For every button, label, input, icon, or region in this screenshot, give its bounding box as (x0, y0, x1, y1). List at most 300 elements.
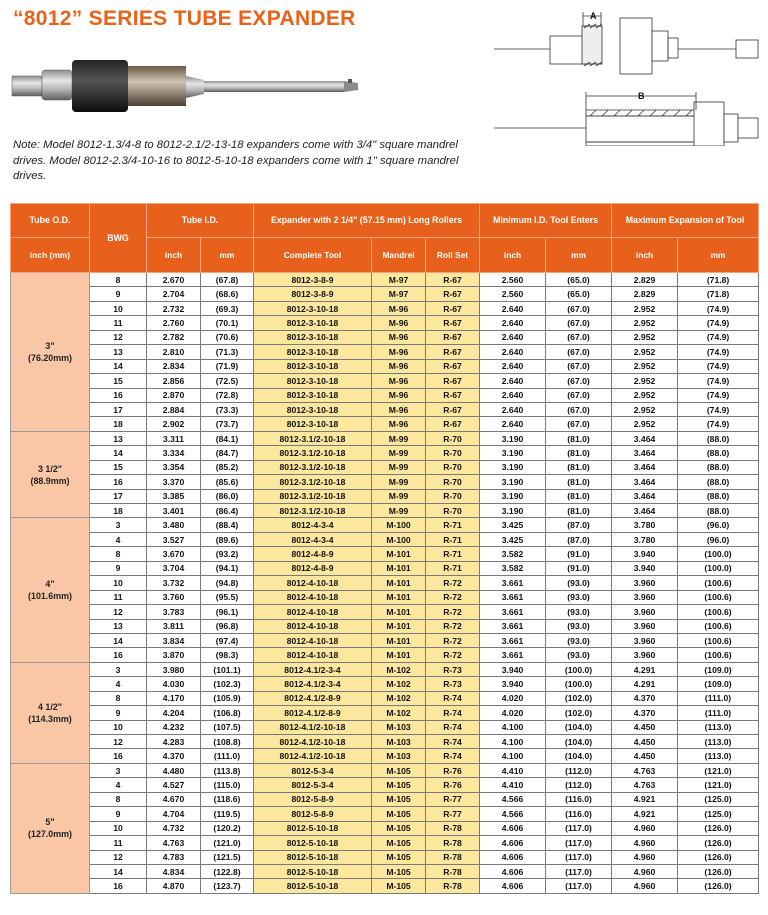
table-row (11, 633, 759, 647)
cell-mandrel: M-101 (372, 605, 426, 619)
cell-bwg: 3 (90, 763, 147, 777)
cell-bwg: 14 (90, 446, 147, 460)
cell-id-inch: 4.204 (147, 706, 201, 720)
cell-bwg: 16 (90, 648, 147, 662)
cell-bwg: 11 (90, 836, 147, 850)
cell-id-inch: 2.810 (147, 345, 201, 359)
cell-bwg: 10 (90, 301, 147, 315)
cell-id-mm: (72.8) (201, 388, 254, 402)
table-row (11, 561, 759, 575)
header-id-mm: mm (201, 238, 254, 273)
cell-min-inch: 4.100 (480, 749, 546, 763)
cell-complete-tool: 8012-3-10-18 (254, 388, 372, 402)
cell-id-inch: 2.902 (147, 417, 201, 431)
cell-complete-tool: 8012-5-10-18 (254, 821, 372, 835)
header-tube-od: Tube O.D. (11, 204, 90, 238)
cell-min-mm: (67.0) (546, 374, 612, 388)
cell-max-inch: 4.763 (612, 778, 678, 792)
cell-id-mm: (70.1) (201, 316, 254, 330)
cell-max-mm: (113.0) (678, 735, 759, 749)
table-row (11, 706, 759, 720)
tube-od-inch: 4 1/2" (38, 701, 62, 712)
cell-complete-tool: 8012-3-10-18 (254, 301, 372, 315)
cell-id-mm: (123.7) (201, 879, 254, 893)
cell-id-mm: (96.8) (201, 619, 254, 633)
cell-mandrel: M-105 (372, 821, 426, 835)
table-row (11, 749, 759, 763)
cell-min-mm: (81.0) (546, 504, 612, 518)
cell-id-mm: (101.1) (201, 662, 254, 676)
dimension-label-b: B (638, 91, 645, 101)
cell-mandrel: M-102 (372, 706, 426, 720)
cell-complete-tool: 8012-5-3-4 (254, 763, 372, 777)
cell-mandrel: M-96 (372, 316, 426, 330)
cell-id-inch: 3.334 (147, 446, 201, 460)
cell-max-mm: (88.0) (678, 431, 759, 445)
cell-min-mm: (117.0) (546, 879, 612, 893)
cell-min-inch: 3.190 (480, 431, 546, 445)
cell-max-mm: (109.0) (678, 662, 759, 676)
cell-roll-set: R-70 (426, 489, 480, 503)
cell-min-inch: 3.582 (480, 547, 546, 561)
cell-min-inch: 3.940 (480, 677, 546, 691)
tube-od-cell (11, 273, 90, 432)
cell-max-inch: 4.921 (612, 807, 678, 821)
table-row (11, 619, 759, 633)
cell-min-inch: 2.560 (480, 287, 546, 301)
cell-mandrel: M-96 (372, 402, 426, 416)
cell-id-inch: 2.782 (147, 330, 201, 344)
cell-id-inch: 2.704 (147, 287, 201, 301)
cell-bwg: 12 (90, 330, 147, 344)
cell-complete-tool: 8012-5-8-9 (254, 807, 372, 821)
cell-max-mm: (126.0) (678, 836, 759, 850)
cell-roll-set: R-74 (426, 735, 480, 749)
cell-mandrel: M-101 (372, 619, 426, 633)
cell-min-inch: 4.020 (480, 691, 546, 705)
cell-max-inch: 4.450 (612, 720, 678, 734)
cell-bwg: 16 (90, 475, 147, 489)
table-row (11, 330, 759, 344)
cell-id-inch: 3.670 (147, 547, 201, 561)
cell-min-mm: (104.0) (546, 735, 612, 749)
table-row (11, 316, 759, 330)
cell-bwg: 13 (90, 431, 147, 445)
cell-max-inch: 2.829 (612, 273, 678, 287)
cell-mandrel: M-96 (372, 374, 426, 388)
table-row (11, 532, 759, 546)
cell-min-mm: (87.0) (546, 518, 612, 532)
cell-mandrel: M-100 (372, 518, 426, 532)
cell-roll-set: R-72 (426, 619, 480, 633)
tube-od-cell (11, 763, 90, 893)
cell-id-mm: (71.3) (201, 345, 254, 359)
cell-max-inch: 2.952 (612, 359, 678, 373)
cell-id-inch: 4.834 (147, 864, 201, 878)
cell-id-inch: 3.732 (147, 576, 201, 590)
table-row (11, 402, 759, 416)
cell-roll-set: R-77 (426, 807, 480, 821)
cell-id-mm: (111.0) (201, 749, 254, 763)
tube-od-cell (11, 518, 90, 662)
cell-id-mm: (122.8) (201, 864, 254, 878)
cell-complete-tool: 8012-3-10-18 (254, 345, 372, 359)
cell-complete-tool: 8012-4.1/2-10-18 (254, 720, 372, 734)
cell-mandrel: M-100 (372, 532, 426, 546)
cell-bwg: 16 (90, 879, 147, 893)
table-row (11, 345, 759, 359)
cell-max-mm: (71.8) (678, 273, 759, 287)
table-row (11, 475, 759, 489)
cell-roll-set: R-70 (426, 431, 480, 445)
cell-max-mm: (74.9) (678, 388, 759, 402)
cell-min-inch: 2.640 (480, 374, 546, 388)
cell-min-mm: (100.0) (546, 677, 612, 691)
cell-max-inch: 3.960 (612, 648, 678, 662)
cell-id-inch: 3.370 (147, 475, 201, 489)
cell-roll-set: R-78 (426, 864, 480, 878)
cell-roll-set: R-73 (426, 677, 480, 691)
cell-mandrel: M-101 (372, 576, 426, 590)
cell-id-mm: (73.7) (201, 417, 254, 431)
cell-roll-set: R-71 (426, 518, 480, 532)
cell-id-mm: (121.5) (201, 850, 254, 864)
cell-id-inch: 2.884 (147, 402, 201, 416)
cell-mandrel: M-103 (372, 749, 426, 763)
table-row (11, 287, 759, 301)
cell-complete-tool: 8012-3-10-18 (254, 374, 372, 388)
table-row (11, 720, 759, 734)
table-row (11, 691, 759, 705)
cell-max-mm: (113.0) (678, 720, 759, 734)
cell-id-inch: 4.763 (147, 836, 201, 850)
tube-od-mm: (76.20mm) (28, 352, 72, 363)
cell-id-mm: (86.0) (201, 489, 254, 503)
cell-id-mm: (119.5) (201, 807, 254, 821)
cell-complete-tool: 8012-4-3-4 (254, 532, 372, 546)
cell-max-mm: (100.0) (678, 547, 759, 561)
cell-roll-set: R-67 (426, 388, 480, 402)
cell-bwg: 15 (90, 374, 147, 388)
cell-complete-tool: 8012-3.1/2-10-18 (254, 475, 372, 489)
cell-max-mm: (88.0) (678, 504, 759, 518)
cell-max-inch: 4.291 (612, 662, 678, 676)
cell-bwg: 8 (90, 691, 147, 705)
cell-complete-tool: 8012-3.1/2-10-18 (254, 431, 372, 445)
table-row (11, 273, 759, 287)
cell-min-inch: 4.100 (480, 720, 546, 734)
cell-max-mm: (74.9) (678, 374, 759, 388)
cell-complete-tool: 8012-3-10-18 (254, 330, 372, 344)
cell-roll-set: R-70 (426, 446, 480, 460)
tube-od-inch: 3 1/2" (38, 463, 62, 474)
cell-complete-tool: 8012-3-10-18 (254, 417, 372, 431)
header-bwg: BWG (90, 204, 147, 273)
cell-roll-set: R-67 (426, 287, 480, 301)
cell-id-mm: (85.2) (201, 460, 254, 474)
cell-id-mm: (68.6) (201, 287, 254, 301)
cell-bwg: 14 (90, 359, 147, 373)
cell-id-mm: (113.8) (201, 763, 254, 777)
cell-mandrel: M-105 (372, 850, 426, 864)
cell-id-inch: 4.704 (147, 807, 201, 821)
cell-max-mm: (100.6) (678, 590, 759, 604)
cell-max-inch: 4.370 (612, 691, 678, 705)
cell-mandrel: M-99 (372, 504, 426, 518)
cell-complete-tool: 8012-3.1/2-10-18 (254, 460, 372, 474)
cell-id-inch: 4.670 (147, 792, 201, 806)
cell-roll-set: R-71 (426, 561, 480, 575)
cell-max-inch: 4.763 (612, 763, 678, 777)
cell-min-inch: 4.606 (480, 864, 546, 878)
cell-complete-tool: 8012-4-10-18 (254, 633, 372, 647)
cell-min-mm: (102.0) (546, 691, 612, 705)
cell-id-inch: 3.783 (147, 605, 201, 619)
cell-mandrel: M-101 (372, 633, 426, 647)
header-max-expansion: Maximum Expansion of Tool (612, 204, 759, 238)
cell-mandrel: M-105 (372, 836, 426, 850)
cell-min-inch: 4.410 (480, 778, 546, 792)
cell-roll-set: R-73 (426, 662, 480, 676)
cell-max-inch: 3.780 (612, 518, 678, 532)
cell-max-inch: 3.940 (612, 547, 678, 561)
cell-mandrel: M-102 (372, 677, 426, 691)
cell-id-mm: (121.0) (201, 836, 254, 850)
cell-complete-tool: 8012-3.1/2-10-18 (254, 446, 372, 460)
cell-min-inch: 3.661 (480, 648, 546, 662)
cell-id-inch: 4.283 (147, 735, 201, 749)
cell-min-mm: (93.0) (546, 619, 612, 633)
cell-min-inch: 3.190 (480, 489, 546, 503)
cell-min-mm: (116.0) (546, 807, 612, 821)
cell-id-inch: 4.732 (147, 821, 201, 835)
cell-complete-tool: 8012-4.1/2-8-9 (254, 706, 372, 720)
cell-max-mm: (74.9) (678, 417, 759, 431)
cell-bwg: 18 (90, 504, 147, 518)
cell-roll-set: R-67 (426, 273, 480, 287)
cell-min-inch: 3.425 (480, 518, 546, 532)
cell-id-mm: (102.3) (201, 677, 254, 691)
cell-max-mm: (100.6) (678, 605, 759, 619)
cell-max-mm: (100.6) (678, 648, 759, 662)
cell-id-inch: 2.670 (147, 273, 201, 287)
cell-min-inch: 3.190 (480, 446, 546, 460)
cell-min-mm: (102.0) (546, 706, 612, 720)
cell-id-mm: (70.6) (201, 330, 254, 344)
cell-id-inch: 3.385 (147, 489, 201, 503)
cell-complete-tool: 8012-3-10-18 (254, 316, 372, 330)
cell-min-inch: 4.606 (480, 850, 546, 864)
cell-min-mm: (67.0) (546, 316, 612, 330)
cell-roll-set: R-67 (426, 417, 480, 431)
cell-id-mm: (93.2) (201, 547, 254, 561)
cell-max-inch: 2.952 (612, 417, 678, 431)
cell-max-inch: 4.370 (612, 706, 678, 720)
cell-roll-set: R-71 (426, 547, 480, 561)
cell-roll-set: R-72 (426, 605, 480, 619)
cell-max-inch: 2.952 (612, 316, 678, 330)
cell-max-mm: (88.0) (678, 446, 759, 460)
cell-bwg: 4 (90, 677, 147, 691)
cell-bwg: 10 (90, 576, 147, 590)
table-row (11, 605, 759, 619)
cell-max-inch: 3.960 (612, 633, 678, 647)
table-row (11, 460, 759, 474)
header-min-id: Minimum I.D. Tool Enters (480, 204, 612, 238)
cell-max-inch: 2.829 (612, 287, 678, 301)
cell-min-mm: (112.0) (546, 763, 612, 777)
tube-od-mm: (127.0mm) (28, 829, 72, 840)
table-row (11, 677, 759, 691)
cell-roll-set: R-74 (426, 720, 480, 734)
cell-min-mm: (93.0) (546, 590, 612, 604)
cell-mandrel: M-101 (372, 561, 426, 575)
cell-min-mm: (65.0) (546, 273, 612, 287)
tube-od-cell (11, 431, 90, 518)
cell-bwg: 3 (90, 662, 147, 676)
cell-max-inch: 4.450 (612, 749, 678, 763)
table-row (11, 359, 759, 373)
cell-min-mm: (67.0) (546, 345, 612, 359)
table-row (11, 431, 759, 445)
cell-min-inch: 4.020 (480, 706, 546, 720)
cell-max-inch: 2.952 (612, 345, 678, 359)
cell-id-inch: 3.401 (147, 504, 201, 518)
cell-max-inch: 4.960 (612, 850, 678, 864)
cell-complete-tool: 8012-4-8-9 (254, 547, 372, 561)
cell-max-mm: (109.0) (678, 677, 759, 691)
cell-roll-set: R-74 (426, 706, 480, 720)
cell-complete-tool: 8012-4-10-18 (254, 619, 372, 633)
cell-mandrel: M-102 (372, 662, 426, 676)
cell-mandrel: M-96 (372, 417, 426, 431)
cell-min-inch: 2.640 (480, 402, 546, 416)
header-max-inch: inch (612, 238, 678, 273)
cell-complete-tool: 8012-3.1/2-10-18 (254, 504, 372, 518)
cell-min-inch: 4.606 (480, 879, 546, 893)
cell-roll-set: R-67 (426, 301, 480, 315)
cell-roll-set: R-78 (426, 821, 480, 835)
cell-roll-set: R-72 (426, 576, 480, 590)
table-row (11, 778, 759, 792)
cell-max-inch: 3.960 (612, 605, 678, 619)
cell-bwg: 17 (90, 489, 147, 503)
cell-complete-tool: 8012-3.1/2-10-18 (254, 489, 372, 503)
table-row (11, 576, 759, 590)
cell-min-mm: (65.0) (546, 287, 612, 301)
cell-max-mm: (88.0) (678, 475, 759, 489)
cell-min-inch: 2.640 (480, 417, 546, 431)
cell-bwg: 4 (90, 532, 147, 546)
cell-roll-set: R-67 (426, 359, 480, 373)
cell-roll-set: R-67 (426, 330, 480, 344)
cell-max-inch: 3.464 (612, 504, 678, 518)
cell-min-inch: 4.566 (480, 807, 546, 821)
cell-min-mm: (81.0) (546, 446, 612, 460)
cell-max-inch: 2.952 (612, 402, 678, 416)
table-row (11, 836, 759, 850)
table-row (11, 547, 759, 561)
cell-bwg: 17 (90, 402, 147, 416)
cell-bwg: 9 (90, 561, 147, 575)
header-min-inch: inch (480, 238, 546, 273)
cell-complete-tool: 8012-4-10-18 (254, 590, 372, 604)
table-row (11, 489, 759, 503)
cell-id-mm: (85.6) (201, 475, 254, 489)
cell-max-inch: 4.450 (612, 735, 678, 749)
cell-id-mm: (96.1) (201, 605, 254, 619)
cell-mandrel: M-97 (372, 287, 426, 301)
cell-min-inch: 2.640 (480, 330, 546, 344)
cell-bwg: 9 (90, 807, 147, 821)
cell-bwg: 13 (90, 345, 147, 359)
cell-min-inch: 3.661 (480, 619, 546, 633)
cell-bwg: 12 (90, 605, 147, 619)
cell-max-mm: (96.0) (678, 532, 759, 546)
tube-od-inch: 4" (45, 579, 55, 590)
table-row (11, 417, 759, 431)
table-row (11, 648, 759, 662)
cell-mandrel: M-99 (372, 431, 426, 445)
cell-roll-set: R-72 (426, 590, 480, 604)
cell-id-inch: 4.370 (147, 749, 201, 763)
cell-bwg: 8 (90, 273, 147, 287)
cell-min-inch: 3.661 (480, 576, 546, 590)
cell-min-inch: 3.940 (480, 662, 546, 676)
cell-id-inch: 3.811 (147, 619, 201, 633)
cell-id-mm: (69.3) (201, 301, 254, 315)
header-roll-set: Roll Set (426, 238, 480, 273)
cell-complete-tool: 8012-5-3-4 (254, 778, 372, 792)
cell-min-mm: (112.0) (546, 778, 612, 792)
cell-max-inch: 3.780 (612, 532, 678, 546)
cell-roll-set: R-78 (426, 879, 480, 893)
table-row (11, 821, 759, 835)
cell-bwg: 11 (90, 316, 147, 330)
cell-id-mm: (118.6) (201, 792, 254, 806)
cell-complete-tool: 8012-5-10-18 (254, 850, 372, 864)
header-complete-tool: Complete Tool (254, 238, 372, 273)
table-row (11, 518, 759, 532)
cell-min-mm: (104.0) (546, 749, 612, 763)
cell-complete-tool: 8012-3-8-9 (254, 287, 372, 301)
cell-max-mm: (126.0) (678, 879, 759, 893)
cell-id-inch: 2.834 (147, 359, 201, 373)
cell-max-inch: 3.464 (612, 489, 678, 503)
cell-max-inch: 4.960 (612, 864, 678, 878)
cell-bwg: 14 (90, 864, 147, 878)
tube-od-mm: (101.6mm) (28, 591, 72, 602)
cell-min-inch: 2.640 (480, 388, 546, 402)
cell-mandrel: M-105 (372, 879, 426, 893)
tube-od-inch: 3" (45, 340, 55, 351)
header-max-mm: mm (678, 238, 759, 273)
cell-min-inch: 4.100 (480, 735, 546, 749)
cell-bwg: 10 (90, 720, 147, 734)
cell-mandrel: M-105 (372, 792, 426, 806)
cell-id-inch: 3.480 (147, 518, 201, 532)
table-row (11, 807, 759, 821)
cell-roll-set: R-67 (426, 345, 480, 359)
table-row (11, 879, 759, 893)
cell-bwg: 12 (90, 735, 147, 749)
table-row (11, 850, 759, 864)
cell-id-mm: (107.5) (201, 720, 254, 734)
cell-min-mm: (100.0) (546, 662, 612, 676)
cell-id-inch: 4.783 (147, 850, 201, 864)
cell-max-inch: 2.952 (612, 388, 678, 402)
cell-roll-set: R-78 (426, 850, 480, 864)
